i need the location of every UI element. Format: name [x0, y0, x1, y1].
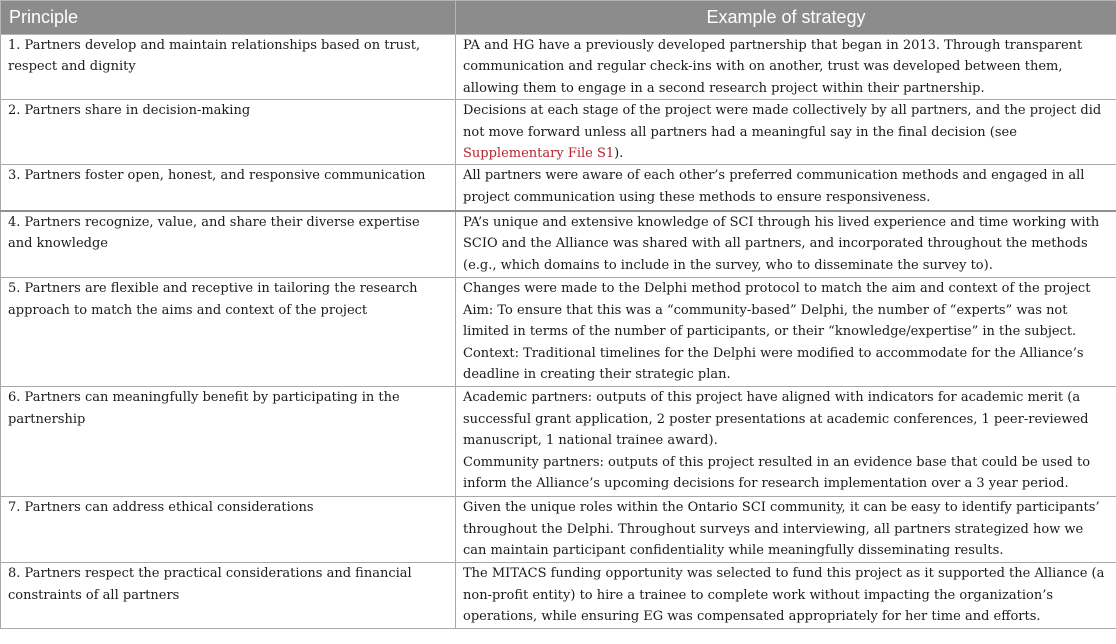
strategy-text: ).	[614, 146, 624, 162]
header-row	[1, 1, 1116, 35]
table-row	[1, 211, 1116, 278]
strategy-column-header: Example of strategy	[456, 1, 1116, 35]
principle-cell: 5. Partners are flexible and receptive in tailoring the research approach to match the aims and context of the project	[1, 278, 456, 387]
table-row	[1, 563, 1116, 629]
principle-cell: 8. Partners respect the practical considerations and financial constraints of all partners	[1, 563, 456, 629]
principle-cell: 7. Partners can address ethical considerations	[1, 497, 456, 563]
strategy-cell: Given the unique roles within the Ontario SCI community, it can be easy to identify participants’ throughout the Delphi. Throughout surveys and interviewing, all partners strategized how we can maintain participant confidentiality while meaningfully disseminating results.	[456, 497, 1116, 563]
table-row	[1, 387, 1116, 497]
strategy-line: Academic partners: outputs of this project have aligned with indicators for academic merit (a successful grant application, 2 poster presentations at academic conferences, 1 peer-reviewed manuscript, 1 national trainee award).	[463, 390, 1089, 449]
strategy-cell: All partners were aware of each other’s preferred communication methods and engaged in all project communication using these methods to ensure responsiveness.	[456, 165, 1116, 211]
table-row	[1, 278, 1116, 387]
strategy-cell	[456, 100, 1116, 165]
principle-column-header: Principle	[1, 1, 456, 35]
strategy-cell	[456, 387, 1116, 497]
principle-cell: 1. Partners develop and maintain relationships based on trust, respect and dignity	[1, 35, 456, 100]
strategy-line: Community partners: outputs of this project resulted in an evidence base that could be used to inform the Alliance’s upcoming decisions for research implementation over a 3 year period.	[463, 454, 1091, 492]
principle-cell: 2. Partners share in decision-making	[1, 100, 456, 165]
table-row	[1, 100, 1116, 165]
table-row	[1, 165, 1116, 211]
strategy-line: Changes were made to the Delphi method protocol to match the aim and context of the project	[463, 281, 1091, 297]
strategy-text: Decisions at each stage of the project were made collectively by all partners, and the project did not move forward unless all partners had a meaningful say in the final decision (see	[463, 103, 1102, 140]
principle-cell: 3. Partners foster open, honest, and responsive communication	[1, 165, 456, 211]
strategy-cell: The MITACS funding opportunity was selected to fund this project as it supported the Alliance (a non-profit entity) to hire a trainee to complete work without impacting the organization’s operations, while ensuring EG was compensated appropriately for her time and efforts.	[456, 563, 1116, 629]
principle-cell: 4. Partners recognize, value, and share their diverse expertise and knowledge	[1, 211, 456, 278]
table-row	[1, 497, 1116, 563]
strategy-line: Aim: To ensure that this was a “community-based” Delphi, the number of “experts” was not limited in terms of the number of participants, or their “knowledge/expertise” in the subject.	[463, 302, 1077, 340]
strategy-cell: PA and HG have a previously developed partnership that began in 2013. Through transparent communication and regular check-ins with on another, trust was developed between them, allowing them to engage in a second research project within their partnership.	[456, 35, 1116, 100]
strategy-cell: PA’s unique and extensive knowledge of SCI through his lived experience and time working with SCIO and the Alliance was shared with all partners, and incorporated throughout the methods (e.g., which domains to include in the survey, who to disseminate the survey to).	[456, 211, 1116, 278]
table-row	[1, 35, 1116, 100]
strategy-line: Context: Traditional timelines for the Delphi were modified to accommodate for the Alliance’s deadline in creating their strategic plan.	[463, 345, 1084, 383]
principle-cell: 6. Partners can meaningfully benefit by participating in the partnership	[1, 387, 456, 497]
strategy-cell	[456, 278, 1116, 387]
supplementary-file-link[interactable]: Supplementary File S1	[463, 146, 615, 162]
